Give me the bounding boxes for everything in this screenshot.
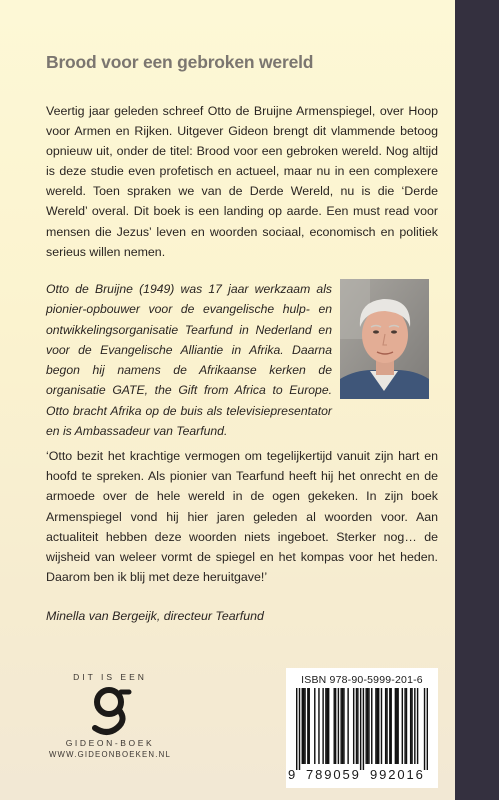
barcode-bar	[378, 688, 379, 764]
barcode-bar	[325, 688, 326, 764]
barcode-bar	[318, 688, 319, 764]
barcode-bar	[365, 688, 366, 764]
barcode-bar	[371, 688, 372, 764]
barcode-bar	[390, 688, 391, 764]
publisher-logo-block	[40, 672, 180, 759]
barcode-bar	[342, 688, 343, 764]
barcode-bar	[340, 688, 341, 764]
barcode-bar	[327, 688, 328, 764]
barcode-bar	[353, 688, 354, 764]
barcode-bar	[334, 688, 335, 764]
barcode-bar	[395, 688, 396, 764]
barcode-bar	[381, 688, 382, 764]
barcode-bar	[357, 688, 358, 764]
endorsement-quote: ‘Otto bezit het krachtige vermogen om tegelijkertijd vanuit zijn hart en hoofd te spreken. Als pionier van Tearfund heeft hij het onrecht en de armoede over de hele wereld in de ogen gekeken. In zijn boek Armenspiegel vond hij hier jaren geleden al woorden voor. Aan actualiteit hebben deze woorden niets ingeboet. Sterker nog… de wijsheid van weleer vormt de spiegel en het kompas voor het heden. Daarom ben ik blij met deze heruitgave!’	[46, 449, 438, 585]
barcode-bar	[396, 688, 397, 764]
barcode-bar	[386, 688, 387, 764]
book-spine	[455, 0, 499, 800]
barcode-bar	[410, 688, 411, 764]
intro-paragraph: Veertig jaar geleden schreef Otto de Bruijne Armenspiegel, over Hoop voor Armen en Rijken. Uitgever Gideon brengt dit vlammende betoog opnieuw uit, onder de titel: Brood voor een gebroken wereld. Nog altijd is deze studie even profetisch en actueel, maar nu in een complexere wereld. Toen spraken we van de Derde Wereld, nu is die ‘Derde Wereld’ overal. Dit boek is een landing op aarde. Een must read voor mensen die Jezus’ leven en woorden sociaal, economisch en politiek serieus willen nemen.	[46, 104, 438, 259]
barcode-bar	[304, 688, 305, 764]
book-title: Brood voor een gebroken wereld	[46, 52, 314, 72]
barcode-bar	[424, 688, 425, 770]
barcode-bar	[417, 688, 418, 764]
author-photo	[340, 279, 429, 399]
ean-right-digits: 992016	[370, 767, 425, 782]
barcode-bar	[309, 688, 310, 764]
barcode-bar	[343, 688, 344, 764]
barcode-bar	[338, 688, 339, 764]
barcode-label	[286, 668, 438, 788]
barcode-bar	[314, 688, 315, 764]
barcode-bar	[397, 688, 398, 764]
barcode-bar	[377, 688, 378, 764]
barcode-bar	[367, 688, 368, 764]
barcode-bar	[299, 688, 300, 770]
barcode-bar	[296, 688, 297, 770]
author-bio: Otto de Bruijne (1949) was 17 jaar werkzaam als pionier-opbouwer voor de evangelische hulp- en ontwikkelingsorganisatie Tearfund in Nederland en voor de Evangelische Alliantie in Afrika. Daarna begon hij namens de Afrikaanse kerken de organisatie GATE, the Gift from Africa to Europe. Otto bracht Afrika op de buis als televisiepresentator en is Ambassadeur van Tearfund.	[46, 282, 332, 439]
barcode-bar	[427, 688, 428, 770]
barcode-bar	[363, 688, 364, 770]
barcode-bar	[385, 688, 386, 764]
barcode-bar	[347, 688, 348, 764]
barcode-bar	[375, 688, 376, 764]
barcode-bar	[368, 688, 369, 764]
barcode-bar	[404, 688, 405, 764]
barcode-bar	[402, 688, 403, 764]
barcode-bar	[302, 688, 303, 764]
barcode-bar	[389, 688, 390, 764]
barcode-bar	[322, 688, 323, 764]
gideon-g-logo-icon	[87, 686, 133, 736]
ean-left-digits: 789059	[306, 767, 361, 782]
publisher-name: GIDEON-BOEK	[65, 738, 155, 748]
barcode-bar	[414, 688, 415, 764]
quote-attribution: Minella van Bergeijk, directeur Tearfund	[46, 609, 264, 623]
publisher-tagline: DIT IS EEN	[73, 672, 147, 682]
barcode-bar	[328, 688, 329, 764]
barcode-bar	[356, 688, 357, 764]
ean-first-digit: 9	[288, 767, 296, 782]
ean-barcode	[296, 688, 428, 770]
barcode-bar	[307, 688, 308, 764]
barcode-bar	[411, 688, 412, 764]
barcode-bar	[303, 688, 304, 764]
barcode-bar	[335, 688, 336, 764]
isbn-number: ISBN 978-90-5999-201-6	[301, 674, 423, 686]
publisher-website: WWW.GIDEONBOEKEN.NL	[48, 750, 171, 759]
barcode-bar	[406, 688, 407, 764]
barcode-bar	[360, 688, 361, 770]
